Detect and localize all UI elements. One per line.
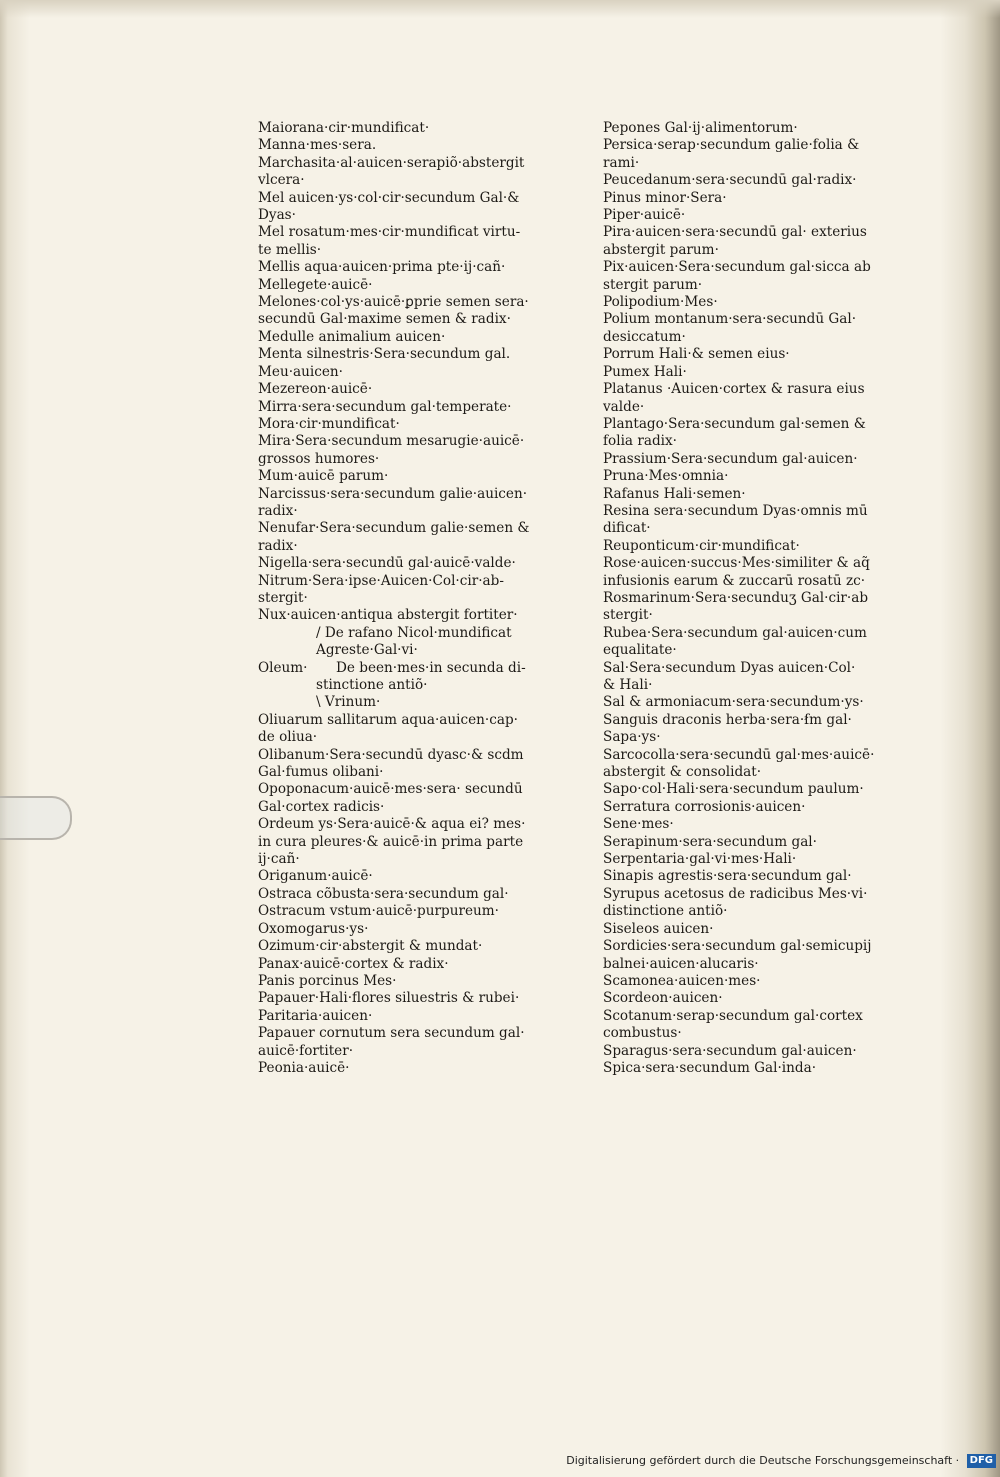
text-line: Mora·cir·mundificat· [258, 415, 400, 432]
text-line: Paritaria·auicen· [258, 1007, 373, 1024]
text-line: ij·cañ· [258, 851, 300, 868]
text-line: Pira·auicen·sera·secundū gal· exterius [603, 224, 867, 241]
text-line: Marchasita·al·auicen·serapiõ·abstergit [258, 154, 525, 171]
text-line: radix· [258, 502, 298, 519]
left-entry-list [258, 120, 558, 625]
text-line: Reuponticum·cir·mundificat· [603, 537, 800, 554]
text-line: Scordeon·auicen· [603, 990, 723, 1007]
text-line: Sal & armoniacum·sera·secundum·ys· [603, 694, 864, 711]
text-line: Papauer·Hali·flores siluestris & rubei· [258, 990, 520, 1007]
text-line: Gal·cortex radicis· [258, 798, 385, 815]
text-line: Pumex Hali· [603, 363, 687, 380]
text-line: Serpentaria·gal·vi·mes·Hali· [603, 851, 797, 868]
text-line: in cura pleures·& auicē·in prima parte [258, 833, 524, 850]
text-line: grossos humores· [258, 450, 380, 467]
text-line: Plantago·Sera·secundum gal·semen & [603, 415, 866, 432]
text-line: Sene·mes· [603, 816, 674, 833]
text-line: Rosmarinum·Sera·secunduʒ Gal·cir·ab [603, 589, 869, 606]
text-line: Ostracum vstum·auicē·purpureum· [258, 903, 499, 920]
text-line: Mel rosatum·mes·cir·mundificat virtu- [258, 224, 521, 241]
text-line: Nitrum·Sera·ipse·Auicen·Col·cir·ab- [258, 572, 504, 589]
text-line: Gal·fumus olibani· [258, 764, 384, 781]
text-line: Sapo·col·Hali·sera·secundum paulum· [603, 781, 864, 798]
oleum-bracket-block [258, 625, 558, 712]
text-line: Piper·auicē· [603, 207, 686, 224]
text-line: Sarcocolla·sera·secundū gal·mes·auicē· [603, 746, 875, 763]
text-line: Persica·serap·secundum galie·folia & [603, 137, 860, 154]
text-line: Mira·Sera·secundum mesarugie·auicē· [258, 433, 525, 450]
text-line: Mirra·sera·secundum gal·temperate· [258, 398, 512, 415]
text-line: Rafanus Hali·semen· [603, 485, 746, 502]
text-line: Scotanum·serap·secundum gal·cortex [603, 1007, 863, 1024]
paper-clip-mark [0, 796, 72, 840]
text-line: valde· [603, 398, 645, 415]
text-line: Sordicies·sera·secundum gal·semicupij [603, 938, 872, 955]
oleum-bracket-bottom: \ Vrinum· [316, 694, 381, 711]
text-line: folia radix· [603, 433, 677, 450]
text-line: Medulle animalium auicen· [258, 328, 446, 345]
text-line: Opoponacum·auicē·mes·sera· secundū [258, 781, 523, 798]
digitization-footer [560, 1451, 996, 1471]
oleum-line-4: stinctione antiõ· [316, 677, 428, 693]
text-line: desiccatum· [603, 328, 686, 345]
text-line: Serapinum·sera·secundum gal· [603, 833, 817, 850]
text-line: Pruna·Mes·omnia· [603, 468, 729, 485]
text-line: Pepones Gal·ij·alimentorum· [603, 120, 798, 136]
text-line: Melones·col·ys·auicē·ꝑprie semen sera· [258, 294, 529, 311]
text-line: stergit parum· [603, 276, 703, 293]
text-line: Rose·auicen·succus·Mes·similiter & aq̃ [603, 555, 870, 572]
text-line: Rubea·Sera·secundum gal·auicen·cum [603, 624, 867, 641]
text-line: Resina sera·secundum Dyas·omnis mū [603, 502, 868, 519]
text-line: Syrupus acetosus de radicibus Mes·vi· [603, 885, 868, 902]
text-line: equalitate· [603, 642, 677, 659]
text-line: Origanum·auicē· [258, 868, 373, 885]
text-line: Sinapis agrestis·sera·secundum gal· [603, 868, 852, 885]
oleum-label: Oleum· [258, 659, 308, 676]
right-text-column [603, 120, 903, 1077]
text-line: Scamonea·auicen·mes· [603, 972, 761, 989]
text-line: Menta silnestris·Sera·secundum gal. [258, 346, 511, 363]
oleum-line-2: Agreste·Gal·vi· [316, 642, 418, 659]
text-line: Mellegete·auicē· [258, 276, 373, 293]
text-line: Sapa·ys· [603, 729, 661, 746]
text-line: Pinus minor·Sera· [603, 189, 727, 206]
text-line: Nux·auicen·antiqua abstergit fortiter· [258, 607, 518, 624]
oleum-line-3: De been·mes·in secunda di- [336, 659, 526, 676]
text-line: Sparagus·sera·secundum gal·auicen· [603, 1042, 857, 1059]
text-line: te mellis· [258, 241, 322, 258]
page-edge-shadow [0, 0, 1000, 18]
text-line: Ostraca cõbusta·sera·secundum gal· [258, 885, 509, 902]
text-line: secundū Gal·maxime semen & radix· [258, 311, 511, 328]
oleum-bracket-top: / De rafano Nicol·mundificat [316, 624, 512, 641]
text-line: Ozimum·cir·abstergit & mundat· [258, 938, 483, 955]
text-line: Meu·auicen· [258, 363, 343, 380]
footer-credit-text: Digitalisierung gefördert durch die Deutsche Forschungsgemeinschaft · [566, 1454, 960, 1467]
text-line: Peucedanum·sera·secundū gal·radix· [603, 172, 857, 189]
text-line: Oxomogarus·ys· [258, 920, 369, 937]
text-line: Sal·Sera·secundum Dyas auicen·Col· [603, 659, 856, 676]
text-line: Serratura corrosionis·auicen· [603, 798, 806, 815]
text-line: combustus· [603, 1025, 682, 1042]
left-entry-list-after [258, 712, 558, 1078]
text-line: Manna·mes·sera. [258, 137, 377, 154]
text-line: Spica·sera·secundum Gal·inda· [603, 1059, 817, 1076]
text-line: Porrum Hali·& semen eius· [603, 346, 790, 363]
text-line: Panis porcinus Mes· [258, 972, 397, 989]
text-line: Platanus ·Auicen·cortex & rasura eius [603, 381, 865, 398]
text-line: stergit· [258, 589, 308, 606]
text-line: Polipodium·Mes· [603, 294, 718, 311]
text-line: abstergit & consolidat· [603, 764, 762, 781]
right-entry-list [603, 120, 903, 1077]
text-line: vlcera· [258, 172, 305, 189]
text-line: stergit· [603, 607, 653, 624]
text-line: Nenufar·Sera·secundum galie·semen & [258, 520, 530, 537]
text-line: abstergit parum· [603, 241, 719, 258]
text-line: Sanguis draconis herba·sera·ẜm gal· [603, 711, 852, 728]
text-line: de oliua· [258, 729, 318, 746]
dfg-logo-icon: DFG [967, 1454, 996, 1468]
text-line: Prassium·Sera·secundum gal·auicen· [603, 450, 858, 467]
text-line: Mum·auicē parum· [258, 468, 389, 485]
text-line: infusionis earum & zuccarū rosatū zc· [603, 572, 866, 589]
left-text-column [258, 120, 558, 1077]
text-line: Oliuarum sallitarum aqua·auicen·cap· [258, 711, 518, 728]
text-line: & Hali· [603, 677, 653, 693]
text-line: Dyas· [258, 207, 296, 224]
text-line: Polium montanum·sera·secundū Gal· [603, 311, 857, 328]
text-line: Olibanum·Sera·secundū dyasc·& scdm [258, 746, 524, 763]
text-line: Ordeum ys·Sera·auicē·& aqua ei? mes· [258, 816, 526, 833]
text-line: auicē·fortiter· [258, 1042, 354, 1059]
text-line: balnei·auicen·alucaris· [603, 955, 759, 972]
text-line: Panax·auicē·cortex & radix· [258, 955, 449, 972]
text-line: Mel auicen·ys·col·cir·secundum Gal·& [258, 189, 520, 206]
text-line: rami· [603, 154, 640, 171]
text-line: Siseleos auicen· [603, 920, 714, 937]
oleum-row [258, 660, 558, 677]
text-line: Maiorana·cir·mundificat· [258, 120, 430, 136]
text-line: Papauer cornutum sera secundum gal· [258, 1025, 525, 1042]
text-line: distinctione antiõ· [603, 903, 728, 920]
text-line: Peonia·auicē· [258, 1059, 350, 1076]
text-line: Mellis aqua·auicen·prima pte·ij·cañ· [258, 259, 506, 276]
text-line: Nigella·sera·secundū gal·auicē·valde· [258, 555, 516, 572]
text-line: Mezereon·auicē· [258, 381, 373, 398]
text-line: Narcissus·sera·secundum galie·auicen· [258, 485, 528, 502]
text-line: Pix·auicen·Sera·secundum gal·sicca ab [603, 259, 871, 276]
text-line: dificat· [603, 520, 651, 537]
text-line: radix· [258, 537, 298, 554]
